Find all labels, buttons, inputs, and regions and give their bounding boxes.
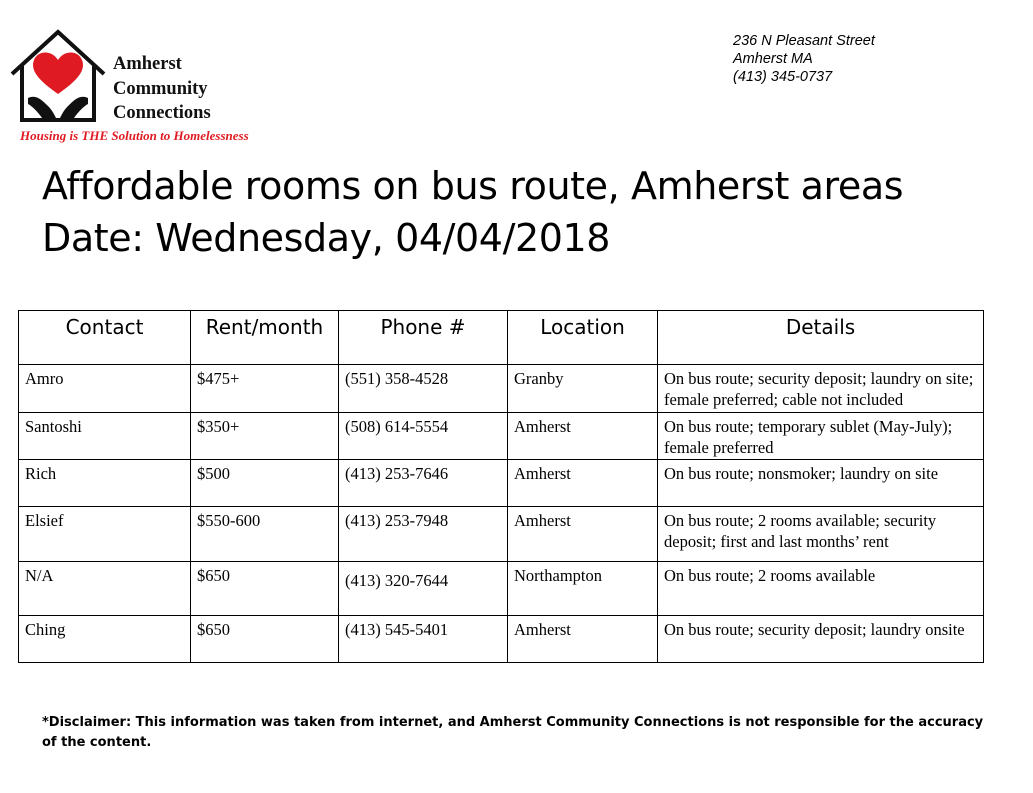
cell-rent: $650	[191, 616, 339, 663]
cell-contact: Amro	[19, 365, 191, 413]
cell-phone: (413) 545-5401	[339, 616, 508, 663]
cell-location: Amherst	[508, 616, 658, 663]
org-name-line-3: Connections	[113, 103, 211, 123]
cell-details: On bus route; security deposit; laundry onsite	[658, 616, 984, 663]
cell-location: Amherst	[508, 460, 658, 507]
column-header-rent: Rent/month	[191, 311, 339, 365]
table-row	[19, 616, 984, 663]
cell-rent: $550-600	[191, 507, 339, 562]
cell-location: Northampton	[508, 562, 658, 616]
table-row	[19, 562, 984, 616]
table-row	[19, 413, 984, 460]
cell-details: On bus route; 2 rooms available	[658, 562, 984, 616]
organization-tagline: Housing is THE Solution to Homelessness	[20, 128, 249, 143]
listings-table	[18, 310, 984, 663]
cell-contact: Santoshi	[19, 413, 191, 460]
column-header-details: Details	[658, 311, 984, 365]
disclaimer-text: *Disclaimer: This information was taken from internet, and Amherst Community Connections is not responsible for the accuracy of the content.	[42, 715, 984, 750]
cell-phone: (508) 614-5554	[339, 413, 508, 460]
address-street: 236 N Pleasant Street	[733, 33, 875, 49]
cell-rent: $350+	[191, 413, 339, 460]
table-row	[19, 460, 984, 507]
date-line: Date: Wednesday, 04/04/2018	[42, 216, 611, 260]
cell-phone: (413) 253-7646	[339, 460, 508, 507]
cell-phone: (413) 320-7644	[339, 562, 508, 616]
cell-phone: (551) 358-4528	[339, 365, 508, 413]
column-header-location: Location	[508, 311, 658, 365]
cell-contact: Elsief	[19, 507, 191, 562]
cell-details: On bus route; security deposit; laundry on site; female preferred; cable not included	[658, 365, 984, 413]
cell-contact: N/A	[19, 562, 191, 616]
cell-location: Amherst	[508, 413, 658, 460]
column-header-contact: Contact	[19, 311, 191, 365]
cell-contact: Rich	[19, 460, 191, 507]
cell-details: On bus route; temporary sublet (May-July); female preferred	[658, 413, 984, 460]
table-row	[19, 365, 984, 413]
table-header-row	[19, 311, 984, 365]
cell-location: Amherst	[508, 507, 658, 562]
org-name-line-2: Community	[113, 78, 208, 99]
contact-address	[733, 32, 875, 86]
cell-rent: $475+	[191, 365, 339, 413]
address-city: Amherst MA	[733, 51, 813, 67]
cell-location: Granby	[508, 365, 658, 413]
page-title	[42, 160, 903, 264]
table-row	[19, 507, 984, 562]
cell-contact: Ching	[19, 616, 191, 663]
organization-logo	[8, 28, 288, 148]
column-header-phone: Phone #	[339, 311, 508, 365]
address-phone: (413) 345-0737	[733, 69, 833, 85]
organization-name	[113, 52, 211, 126]
cell-details: On bus route; 2 rooms available; security deposit; first and last months’ rent	[658, 507, 984, 562]
cell-phone: (413) 253-7948	[339, 507, 508, 562]
title-line: Affordable rooms on bus route, Amherst areas	[42, 164, 904, 208]
org-name-line-1: Amherst	[113, 54, 182, 74]
cell-details: On bus route; nonsmoker; laundry on site	[658, 460, 984, 507]
cell-rent: $650	[191, 562, 339, 616]
house-heart-hands-icon	[8, 28, 108, 128]
cell-rent: $500	[191, 460, 339, 507]
